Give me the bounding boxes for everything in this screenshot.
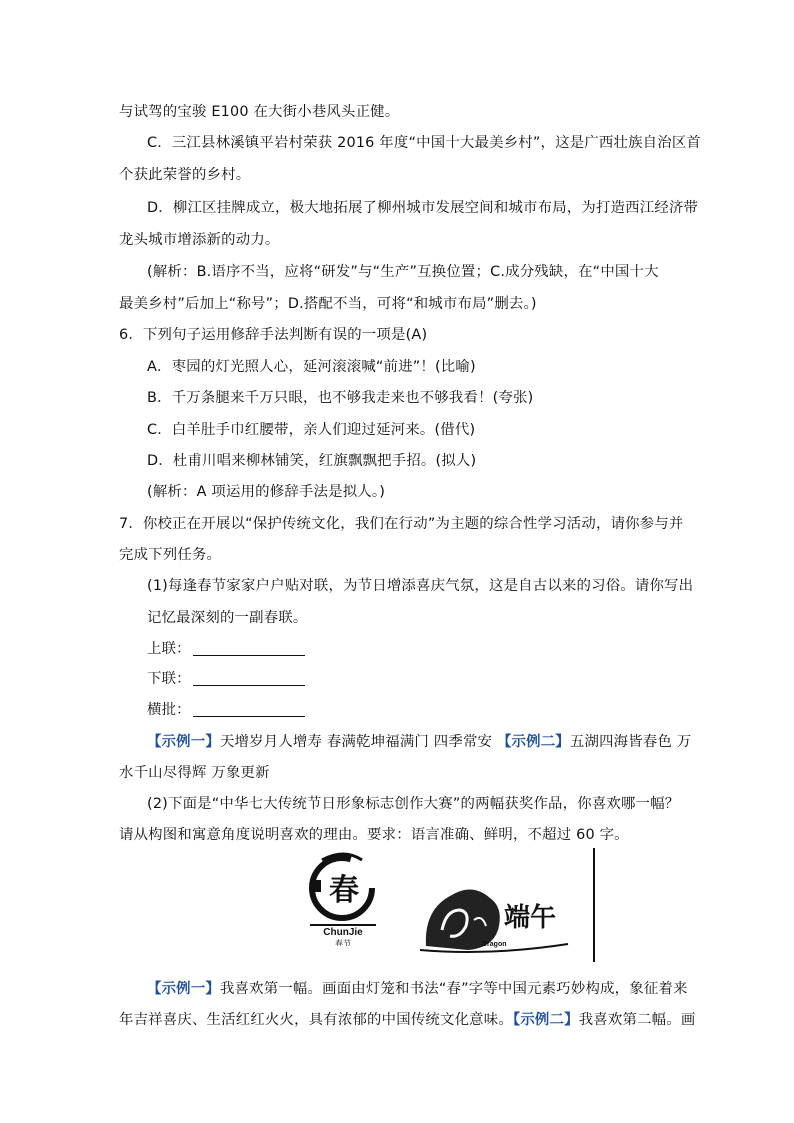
hengpi-blank[interactable] [193,702,305,717]
answer-text: 年吉祥喜庆、生活红红火火，具有浓郁的中国传统文化意味。 [119,1012,513,1028]
analysis: 最美乡村”后加上“称号”；D.搭配不当，可将“和城市布局”删去。) [119,296,537,312]
shanglian-label: 上联： [147,641,191,657]
answer-line [119,1008,695,1029]
xialian-blank[interactable] [193,671,305,686]
text-line: 与试驾的宝骏 E100 在大街小巷风头正健。 [119,104,400,120]
answer-text: 我喜欢第二幅。画 [578,1012,696,1028]
example-line [147,730,691,751]
image-border [593,848,595,962]
option-d: D．杜甫川唱来柳林铺笑，红旗飘飘把手招。(拟人) [147,453,477,469]
option-a: A．枣园的灯光照人心，延河滚滚喊“前进”！(比喻) [147,359,476,375]
example-text: 天增岁月人增寿 春满乾坤福满门 四季常安 [219,734,497,750]
text-line: 记忆最深刻的一副春联。 [147,610,308,626]
answer-tag: 【示例二】 [512,1012,579,1028]
hengpi-row [147,698,305,719]
xialian-row [147,667,305,688]
dragon-boat-festival-logo [420,880,570,954]
hengpi-label: 横批： [147,702,191,718]
logo2-char: 端午 [503,903,557,933]
analysis: (解析：B.语序不当，应将“研发”与“生产”互换位置；C.成分残缺，在“中国十大 [147,264,659,280]
logo2-latin: Dragon [482,941,507,948]
xialian-label: 下联： [147,671,191,687]
analysis: (解析：A 项运用的修辞手法是拟人。) [147,484,386,500]
question-7: 7．你校正在开展以“保护传统文化，我们在行动”为主题的综合性学习活动，请你参与并 [119,516,684,532]
text-line: 龙头城市增添新的动力。 [119,232,280,248]
logo1-latin: ChunJie [323,927,363,938]
example-tag: 【示例二】 [496,734,570,750]
example-tag: 【示例一】 [147,734,220,750]
spring-festival-emblem-icon [304,850,382,946]
answer-text: 我喜欢第一幅。画面由灯笼和书法“春”字等中国元素巧妙构成，象征着来 [219,981,688,997]
logo1-caption: 春节 [335,939,351,946]
answer-line [147,977,688,998]
shanglian-blank[interactable] [193,641,305,656]
shanglian-row [147,637,305,658]
sub-question-1: (1)每逢春节家家户户贴对联，为节日增添喜庆气氛，这是自古以来的习俗。请你写出 [147,578,694,594]
text-line: 请从构图和寓意角度说明喜欢的理由。要求：语言准确、鲜明，不超过 60 字。 [119,827,629,843]
example-text: 五湖四海皆春色 万 [569,734,692,750]
text-line: 水千山尽得辉 万象更新 [119,765,270,781]
option-b: B．千万条腿来千万只眼，也不够我走来也不够我看！(夸张) [147,390,534,406]
question-6: 6．下列句子运用修辞手法判断有误的一项是(A) [119,327,428,343]
text-line: 完成下列任务。 [119,547,222,563]
option-d: D．柳江区挂牌成立，极大地拓展了柳州城市发展空间和城市布局，为打造西江经济带 [147,200,699,216]
text-line: 个获此荣誉的乡村。 [119,167,251,183]
dragon-boat-emblem-icon [420,880,570,954]
answer-tag: 【示例一】 [147,981,220,997]
option-c: C．三江县林溪镇平岩村荣获 2016 年度“中国十大最美乡村”，这是广西壮族自治区首 [147,135,702,151]
logo1-char: 春 [329,873,359,908]
sub-question-2: (2)下面是“中华七大传统节日形象标志创作大赛”的两幅获奖作品，你喜欢哪一幅？ [147,796,680,812]
option-c: C．白羊肚手巾红腰带，亲人们迎过延河来。(借代) [147,422,476,438]
spring-festival-logo [304,850,382,946]
